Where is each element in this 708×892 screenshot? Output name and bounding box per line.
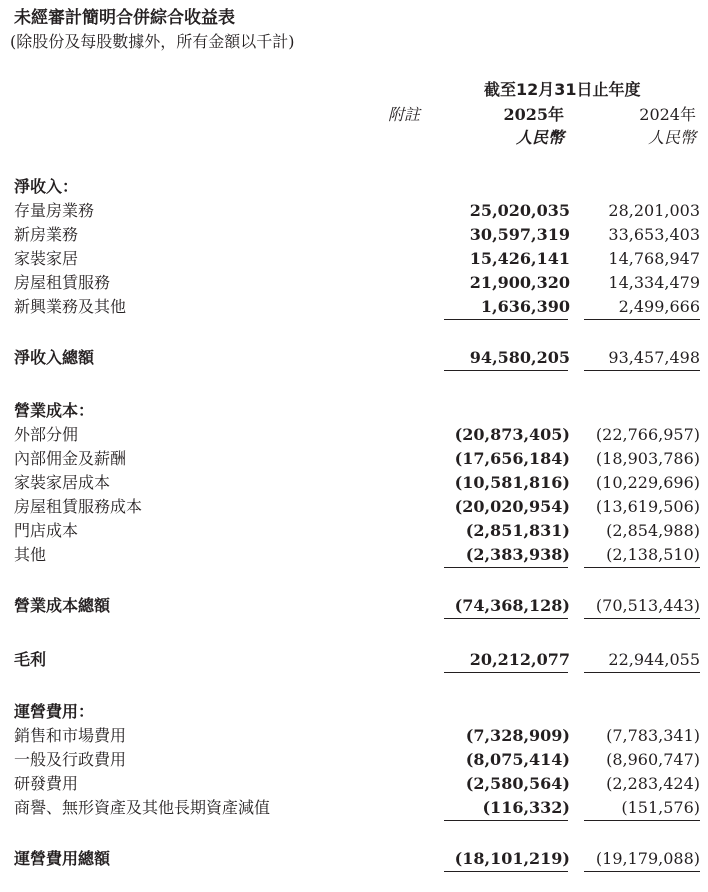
- value-2024: (2,138,510): [606, 545, 700, 564]
- row-label: 運營費用總額: [14, 849, 111, 868]
- value-2024: 2,499,666: [618, 297, 700, 316]
- value-2024: (70,513,443): [595, 596, 700, 615]
- value-2024: (10,229,696): [595, 473, 700, 492]
- value-2024: 22,944,055: [608, 650, 700, 669]
- row-label: 內部佣金及薪酬: [14, 449, 127, 468]
- row-label: 毛利: [14, 650, 47, 669]
- table-row: [0, 423, 708, 447]
- value-2025: 94,580,205: [469, 348, 570, 367]
- total-rule: [584, 618, 700, 619]
- value-2025: (2,383,938): [465, 545, 570, 564]
- row-label: 家裝家居成本: [14, 473, 111, 492]
- table-row: [0, 748, 708, 772]
- value-2024: (2,283,424): [606, 774, 700, 793]
- statement-subtitle: (除股份及每股數據外，所有金額以千計): [10, 32, 295, 51]
- total-rule: [584, 672, 700, 673]
- cost-of-revenue-heading: 營業成本：: [14, 401, 95, 420]
- total-rule: [584, 871, 700, 872]
- table-row: [0, 519, 708, 543]
- table-row: [0, 772, 708, 796]
- table-row: [0, 271, 708, 295]
- row-label: 淨收入總額: [14, 348, 95, 367]
- row-label: 營業成本總額: [14, 596, 111, 615]
- value-2025: (10,581,816): [454, 473, 570, 492]
- total-rule: [444, 618, 568, 619]
- value-2024: 28,201,003: [608, 201, 700, 220]
- total-rule: [584, 370, 700, 371]
- table-row: [0, 543, 708, 567]
- total-rule: [444, 871, 568, 872]
- value-2025: (20,020,954): [454, 497, 570, 516]
- value-2024: (19,179,088): [595, 849, 700, 868]
- value-2025: 1,636,390: [480, 297, 570, 316]
- value-2025: (116,332): [482, 798, 570, 817]
- value-2025: (20,873,405): [454, 425, 570, 444]
- year-current-header: 2025年: [503, 105, 564, 124]
- operating-expenses-total-row: [0, 847, 708, 871]
- subtotal-rule: [444, 567, 568, 568]
- row-label: 其他: [14, 545, 47, 564]
- value-2025: 20,212,077: [469, 650, 570, 669]
- value-2024: (8,960,747): [606, 750, 700, 769]
- row-label: 房屋租賃服務成本: [14, 497, 143, 516]
- operating-expenses-heading: 運營費用：: [14, 702, 95, 721]
- value-2025: (17,656,184): [454, 449, 570, 468]
- value-2024: 33,653,403: [608, 225, 700, 244]
- value-2024: (13,619,506): [595, 497, 700, 516]
- row-label: 新房業務: [14, 225, 79, 244]
- statement-title: 未經審計簡明合併綜合收益表: [14, 8, 235, 28]
- table-row: [0, 471, 708, 495]
- value-2024: 93,457,498: [608, 348, 700, 367]
- table-row: [0, 724, 708, 748]
- year-prior-header: 2024年: [639, 105, 696, 124]
- row-label: 新興業務及其他: [14, 297, 127, 316]
- value-2024: (151,576): [621, 798, 700, 817]
- subtotal-rule: [584, 319, 700, 320]
- value-2025: (7,328,909): [465, 726, 570, 745]
- row-label: 門店成本: [14, 521, 79, 540]
- subtotal-rule: [444, 319, 568, 320]
- table-row: [0, 447, 708, 471]
- net-revenue-total-row: [0, 346, 708, 370]
- row-label: 房屋租賃服務: [14, 273, 111, 292]
- value-2025: (2,580,564): [465, 774, 570, 793]
- subtotal-rule: [584, 820, 700, 821]
- row-label: 存量房業務: [14, 201, 95, 220]
- value-2025: 21,900,320: [469, 273, 570, 292]
- total-rule: [444, 370, 568, 371]
- value-2024: 14,768,947: [608, 249, 700, 268]
- currency-prior-header: 人民幣: [647, 128, 696, 147]
- gross-profit-row: [0, 648, 708, 672]
- value-2024: (7,783,341): [606, 726, 700, 745]
- table-row: [0, 247, 708, 271]
- total-rule: [444, 672, 568, 673]
- row-label: 研發費用: [14, 774, 79, 793]
- value-2024: (22,766,957): [595, 425, 700, 444]
- value-2024: (2,854,988): [606, 521, 700, 540]
- row-label: 商譽、無形資產及其他長期資產減值: [14, 798, 271, 817]
- row-label: 銷售和市場費用: [14, 726, 127, 745]
- currency-current-header: 人民幣: [515, 128, 564, 147]
- table-row: [0, 796, 708, 820]
- value-2025: 15,426,141: [469, 249, 570, 268]
- table-row: [0, 199, 708, 223]
- subtotal-rule: [444, 820, 568, 821]
- note-column-header: 附註: [388, 105, 421, 124]
- row-label: 外部分佣: [14, 425, 79, 444]
- value-2025: (74,368,128): [454, 596, 570, 615]
- value-2025: (18,101,219): [454, 849, 570, 868]
- subtotal-rule: [584, 567, 700, 568]
- net-revenue-heading: 淨收入：: [14, 177, 79, 196]
- cost-of-revenue-total-row: [0, 594, 708, 618]
- table-row: [0, 495, 708, 519]
- row-label: 一般及行政費用: [14, 750, 127, 769]
- value-2025: (8,075,414): [465, 750, 570, 769]
- value-2025: 25,020,035: [469, 201, 570, 220]
- table-row: [0, 295, 708, 319]
- value-2024: 14,334,479: [608, 273, 700, 292]
- period-header: 截至12月31日止年度: [484, 80, 641, 99]
- value-2024: (18,903,786): [595, 449, 700, 468]
- row-label: 家裝家居: [14, 249, 79, 268]
- table-row: [0, 223, 708, 247]
- value-2025: 30,597,319: [469, 225, 570, 244]
- value-2025: (2,851,831): [465, 521, 570, 540]
